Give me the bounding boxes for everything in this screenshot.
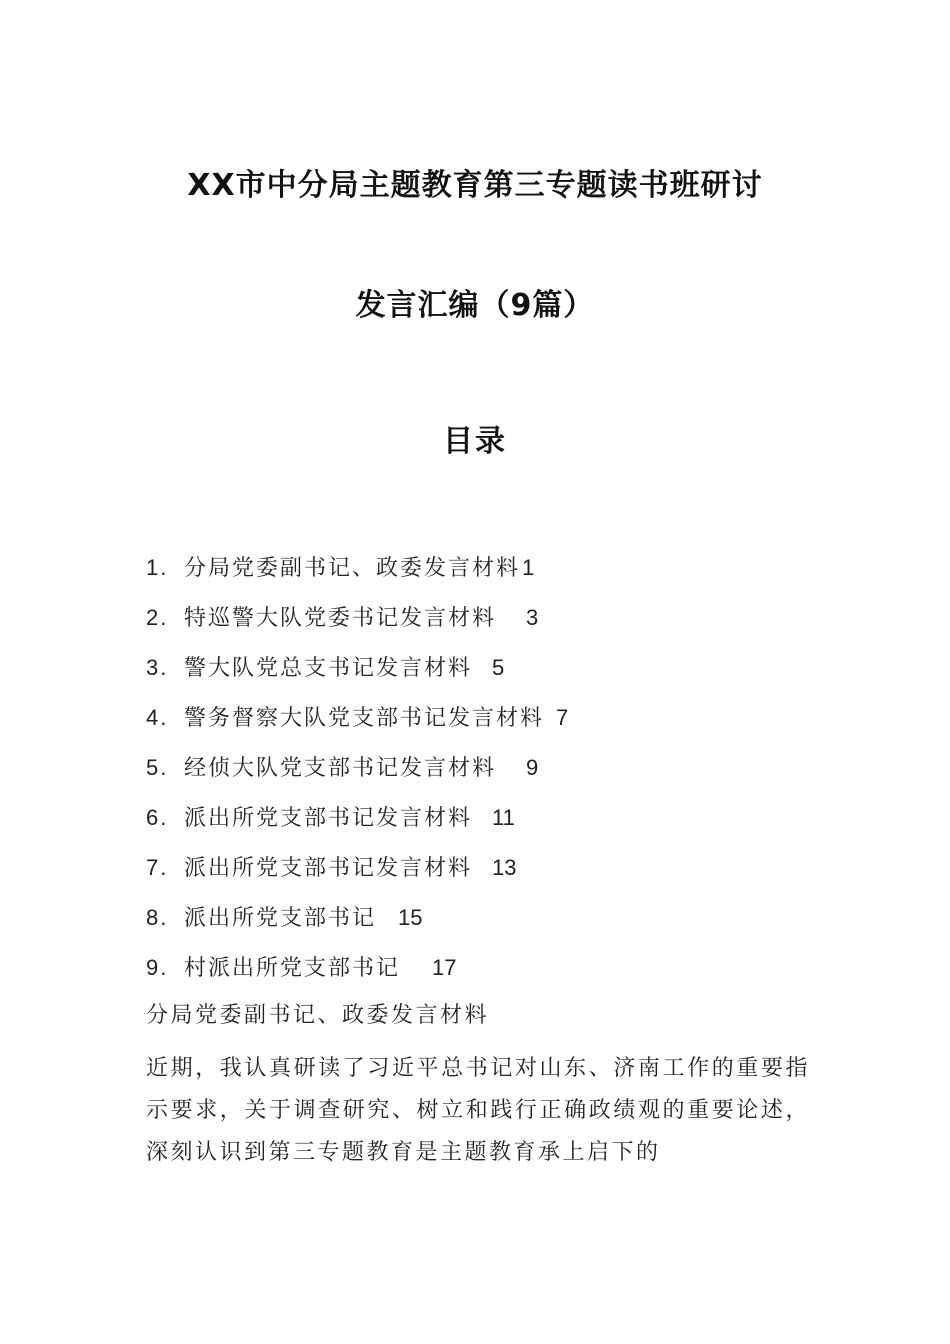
toc-item-title: 警大队党总支书记发言材料 <box>184 656 473 681</box>
toc-item[interactable] <box>146 552 846 602</box>
toc-item-number: 5. <box>146 755 169 780</box>
toc-item-page: 17 <box>432 955 457 980</box>
toc-item-number: 9. <box>146 955 169 980</box>
body-paragraph: 近期，我认真研读了习近平总书记对山东、济南工作的重要指示要求，关于调查研究、树立和践行正确政绩观的重要论述，深刻认识到第三专题教育是主题教育承上启下的 <box>146 1056 810 1165</box>
toc-item-title: 警务督察大队党支部书记发言材料 <box>184 706 545 731</box>
document-title-line1: XX市中分局主题教育第三专题读书班研讨 <box>187 168 763 203</box>
toc-item-title: 派出所党支部书记发言材料 <box>184 856 473 881</box>
toc-item-title: 分局党委副书记、政委发言材料 <box>184 556 521 581</box>
toc-heading: 目录 <box>443 424 507 459</box>
table-of-contents <box>146 552 846 1002</box>
toc-item-title: 派出所党支部书记发言材料 <box>184 806 473 831</box>
toc-item-title: 派出所党支部书记 <box>184 906 377 931</box>
toc-item-number: 8. <box>146 905 169 930</box>
toc-item[interactable] <box>146 702 846 752</box>
toc-item-number: 6. <box>146 805 169 830</box>
toc-item[interactable] <box>146 802 846 852</box>
document-title-line2: 发言汇编（9篇） <box>355 288 595 323</box>
toc-item[interactable] <box>146 902 846 952</box>
toc-item-title: 经侦大队党支部书记发言材料 <box>184 756 497 781</box>
toc-item-page: 11 <box>492 805 515 830</box>
toc-item-page: 7 <box>556 705 569 730</box>
toc-item[interactable] <box>146 952 846 1002</box>
toc-item-page: 9 <box>526 755 539 780</box>
toc-item[interactable] <box>146 602 846 652</box>
toc-item[interactable] <box>146 752 846 802</box>
toc-item-page: 1 <box>522 555 535 580</box>
toc-item-number: 3. <box>146 655 169 680</box>
toc-item-page: 3 <box>526 605 539 630</box>
toc-item-page: 15 <box>398 905 423 930</box>
toc-item[interactable] <box>146 852 846 902</box>
toc-item-number: 2. <box>146 605 169 630</box>
toc-item-number: 4. <box>146 705 169 730</box>
toc-item[interactable] <box>146 652 846 702</box>
toc-item-page: 13 <box>492 855 517 880</box>
section-heading: 分局党委副书记、政委发言材料 <box>146 1003 490 1028</box>
toc-item-title: 村派出所党支部书记 <box>184 956 401 981</box>
toc-item-number: 7. <box>146 855 169 880</box>
toc-item-number: 1. <box>146 555 169 580</box>
toc-item-title: 特巡警大队党委书记发言材料 <box>184 606 497 631</box>
toc-item-page: 5 <box>492 655 505 680</box>
